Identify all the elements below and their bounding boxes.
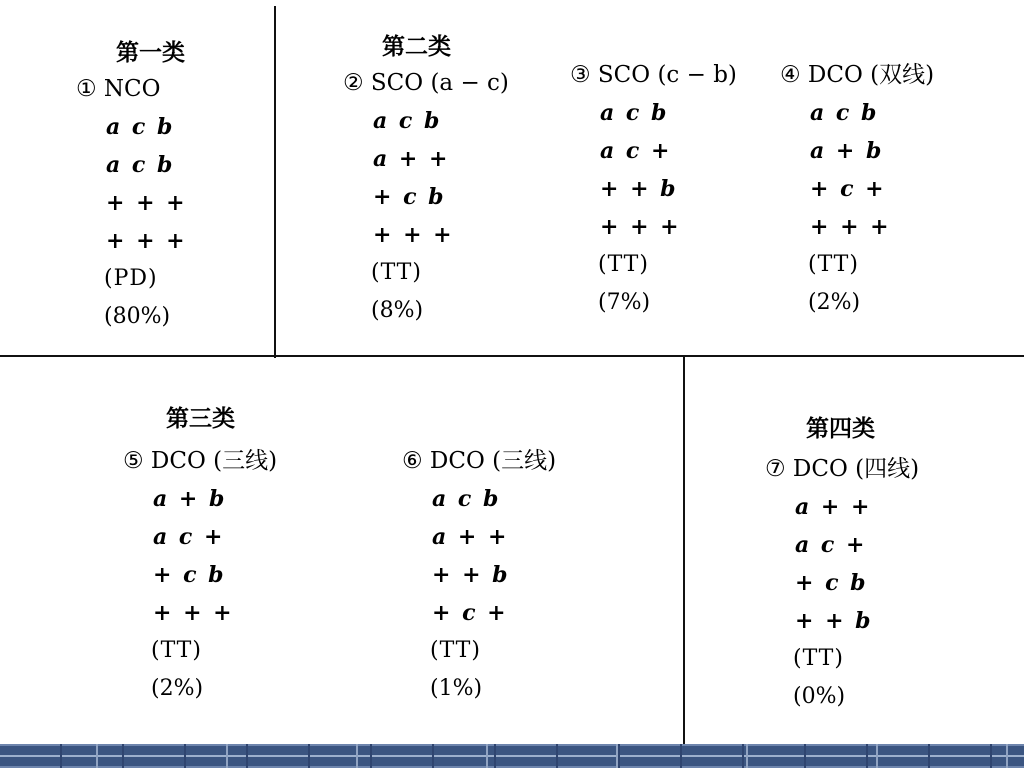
genotype-row: + + b: [600, 176, 678, 202]
panel-header: ① NCO: [76, 76, 161, 102]
genotype-row: + + +: [810, 214, 891, 240]
genotype-row: a + b: [810, 138, 884, 164]
panel-header: ⑥ DCO (三线): [402, 448, 557, 474]
tetrad-type: (TT): [793, 646, 844, 671]
tetrad-type: (TT): [598, 252, 649, 277]
tetrad-type: (TT): [151, 638, 202, 663]
panel-header: ② SCO (a − c): [343, 70, 509, 96]
genotype-row: + + b: [795, 608, 873, 634]
genotype-row: + + +: [106, 228, 187, 254]
panel-header: ④ DCO (双线): [780, 62, 935, 88]
decorative-footer-band: [0, 744, 1024, 768]
panel-header: ③ SCO (c − b): [570, 62, 737, 88]
genotype-row: + + b: [432, 562, 510, 588]
genotype-row: + c +: [432, 600, 508, 626]
frequency-percent: (7%): [598, 290, 651, 315]
genotype-row: a c b: [600, 100, 669, 126]
genotype-row: a c +: [795, 532, 867, 558]
panel-dco-two-strand: [780, 56, 934, 322]
panel-dco-four-strand: [765, 450, 919, 716]
divider-horizontal: [0, 355, 1024, 357]
divider-vertical-top: [274, 6, 276, 358]
panel-sco-a-c: [343, 64, 509, 330]
genotype-row: + + +: [106, 190, 187, 216]
panel-sco-c-b: [570, 56, 737, 322]
genotype-row: a c b: [373, 108, 442, 134]
genotype-row: a c +: [600, 138, 672, 164]
genotype-row: a c b: [106, 152, 175, 178]
panel-header: ⑤ DCO (三线): [123, 448, 278, 474]
frequency-percent: (80%): [104, 304, 171, 329]
genotype-row: + c b: [795, 570, 868, 596]
genotype-row: a + +: [795, 494, 872, 520]
frequency-percent: (1%): [430, 676, 483, 701]
category-title-4: 第四类: [806, 415, 875, 442]
divider-vertical-bottom: [683, 357, 685, 745]
frequency-percent: (0%): [793, 684, 846, 709]
panel-header: ⑦ DCO (四线): [765, 456, 920, 482]
genotype-row: + c b: [153, 562, 226, 588]
panel-nco: [76, 70, 187, 336]
genotype-row: + + +: [373, 222, 454, 248]
frequency-percent: (2%): [808, 290, 861, 315]
tetrad-type: (TT): [808, 252, 859, 277]
genotype-row: a c b: [810, 100, 879, 126]
category-title-3: 第三类: [166, 405, 235, 432]
genotype-row: a + +: [432, 524, 509, 550]
genotype-row: a c b: [106, 114, 175, 140]
genotype-row: a c b: [432, 486, 501, 512]
tetrad-type: (TT): [371, 260, 422, 285]
genotype-row: a c +: [153, 524, 225, 550]
category-title-1: 第一类: [116, 39, 185, 66]
genotype-row: + + +: [600, 214, 681, 240]
genotype-row: + c +: [810, 176, 886, 202]
panel-dco-three-strand-a: [123, 442, 277, 708]
genotype-row: + c b: [373, 184, 446, 210]
tetrad-type: (TT): [430, 638, 481, 663]
tetrad-type: (PD): [104, 266, 158, 291]
genotype-row: + + +: [153, 600, 234, 626]
genotype-row: a + b: [153, 486, 227, 512]
frequency-percent: (2%): [151, 676, 204, 701]
panel-dco-three-strand-b: [402, 442, 556, 708]
category-title-2: 第二类: [382, 33, 451, 60]
frequency-percent: (8%): [371, 298, 424, 323]
genotype-row: a + +: [373, 146, 450, 172]
